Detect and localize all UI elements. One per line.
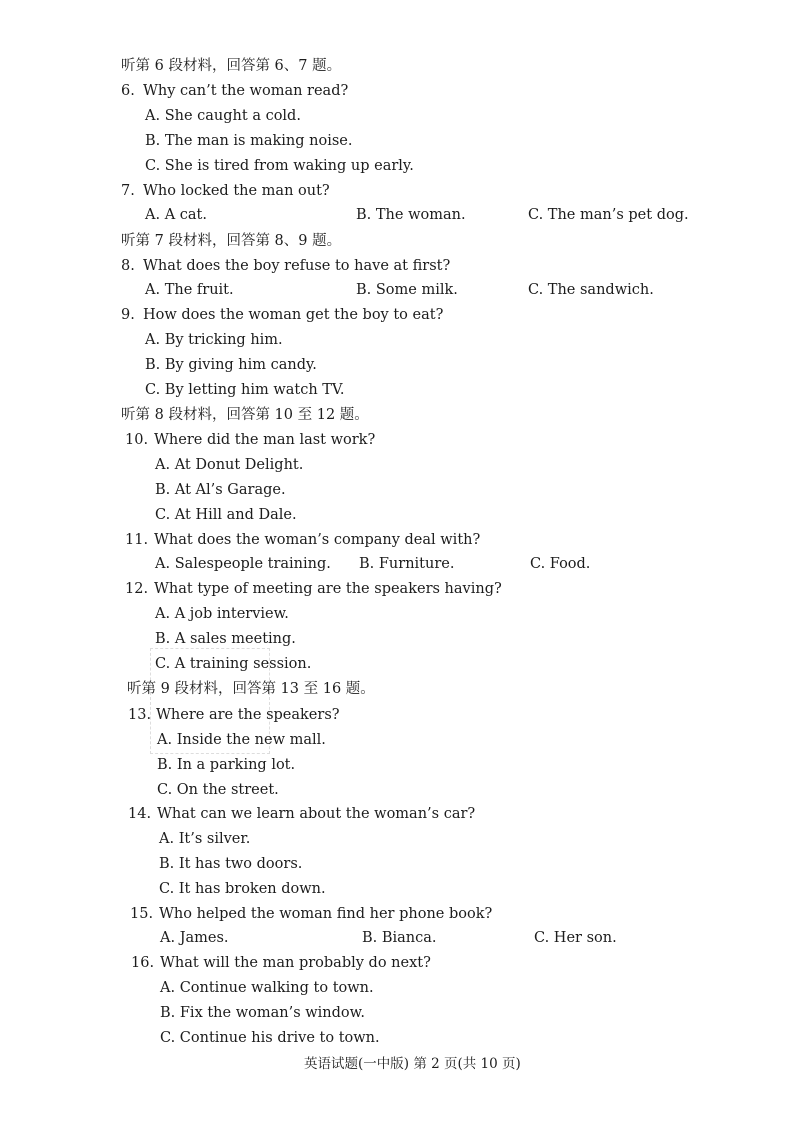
exam-page: 听第 6 段材料，回答第 6、7 题。 6. Why can’t the woman read? A. She caught a cold. B. The man is making noise. C. She is tired from waking up early. 7. Who locked the man out? A. A cat. B. The woman. C. The man’s pet dog. 听第 7 段材料，回答第 8、9 题。 8. What does the boy refuse to have at first? A. The fruit. B. Some milk. C. The sandwich. 9. How does the woman get the boy to eat? A. By tricking him. B. By giving him candy. C. By letting him watch TV. 听第 8 段材料，回答第 10 至 12 题。 10. Where did the man last work? A. At Donut Delight. B. At Al’s Garage. C. At Hill and Dale. 11. What does the woman’s company deal with? A. Salespeople training. B. Furniture. C. Food. 12. What type of meeting are the speakers having? A. A job interview. B. A sales meeting. C. A training session. 听第 9 段材料，回答第 13 至 16 题。 13. Where are the speakers? A. Inside the new mall. B. In a parking lot. C. On the street. 14. What can we learn about the woman’s car? A. It’s silver. B. It has two doors. C. It has broken down. 15. Who helped the woman find her phone book? A. James. B. Bianca. C. Her son. 16. What will the man probably do next? A. Continue walking to town. B. Fix the woman’s window. C. Continue his drive to town. 英语试题(一中版) 第 2 页(共 10 页) (121, 58, 689, 1072)
answer-option: A. The fruit. (145, 282, 234, 298)
answer-option: C. The sandwich. (528, 282, 654, 298)
answer-option: B. Furniture. (359, 556, 455, 572)
answer-option: A. Salespeople training. (155, 556, 331, 572)
answer-option: A. James. (160, 930, 229, 946)
answer-option: B. Some milk. (356, 282, 458, 298)
answer-option: C. Food. (530, 556, 591, 572)
answer-option: C. The man’s pet dog. (528, 207, 689, 223)
answer-option: C. Her son. (534, 930, 617, 946)
answer-option: A. A cat. (145, 207, 207, 223)
answer-option: B. The woman. (356, 207, 466, 223)
answer-option: B. Bianca. (362, 930, 437, 946)
